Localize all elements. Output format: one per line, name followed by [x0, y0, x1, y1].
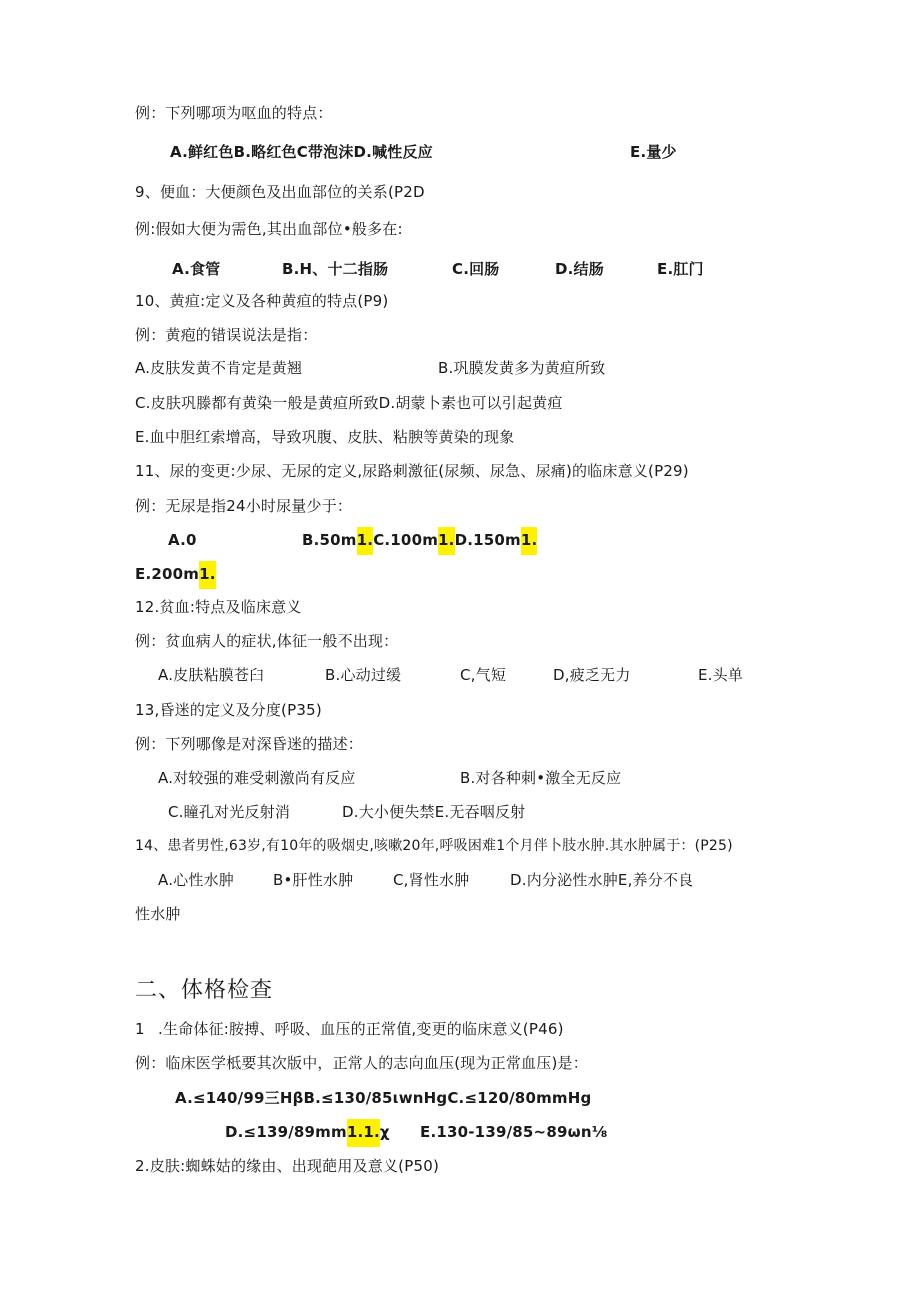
item-1-heading: .生命体征:胺搏、呼吸、血压的正常值,变更的临床意义(P46): [158, 1020, 564, 1038]
option-d: D.结肠: [555, 260, 604, 278]
option-e: E.量少: [630, 143, 677, 161]
options-a-d: A.鲜红色B.略红色C带泡沫D.喊性反应: [170, 143, 433, 161]
option-c: C.回肠: [452, 260, 500, 278]
options-b-d: B.50m1.C.100m1.D.150m1.: [302, 529, 537, 551]
option-e: E.200m1.: [135, 563, 216, 585]
option-e: E.血中胆红索增高，导致巩腹、皮肤、粘腴等黄染的现象: [135, 428, 515, 446]
option-a: A.0: [168, 531, 197, 549]
item-12-heading: 12.贫血:特点及临床意义: [135, 598, 302, 616]
option-d: D,疲乏无力: [553, 666, 631, 684]
options-d-e: D.内分泌性水肿E,养分不良: [510, 871, 694, 889]
example-coma-question: 例：下列哪像是对深昏迷的描述：: [135, 735, 364, 753]
option-a: A.对较强的难受刺激尚有反应: [158, 769, 356, 787]
item-1-number: 1: [135, 1020, 145, 1038]
item-2-heading: 2.皮肤:蜘蛛姑的缘由、出现葩用及意义(P50): [135, 1157, 440, 1175]
option-d: D.≤139/89mm1.1.χ: [225, 1121, 390, 1143]
option-c: C.瞳孔对光反射消: [168, 803, 291, 821]
option-e: E.130-139/85~89ωn⅛: [420, 1123, 608, 1141]
option-a: A.皮肤粘膜苍臼: [158, 666, 265, 684]
options-a-c: A.≤140/99三HβB.≤130/85ιwnHgC.≤120/80mmHg: [175, 1089, 592, 1107]
option-e: E.肛门: [657, 260, 704, 278]
option-b: B.H、十二指肠: [282, 260, 389, 278]
example-blood-pressure-question: 例：临床医学柢要其次版中，正常人的志向血压(现为正常血压)是：: [135, 1054, 588, 1072]
highlight: 1.: [357, 527, 374, 555]
option-b: B•肝性水肿: [273, 871, 354, 889]
option-e-continued: 性水肿: [135, 905, 181, 923]
highlight: 1.: [521, 527, 538, 555]
option-a: A.心性水肿: [158, 871, 234, 889]
example-jaundice-question: 例：黄疱的错误说法是指：: [135, 326, 318, 344]
options-d-e: D.大小便失禁E.无吞咽反射: [342, 803, 526, 821]
example-hematemesis-question: 例：下列哪项为呕血的特点：: [135, 104, 333, 122]
option-c: C,肾性水肿: [393, 871, 470, 889]
item-13-heading: 13,昏迷的定义及分度(P35): [135, 701, 322, 719]
item-11-heading: 11、尿的变更:少尿、无尿的定义,尿路刺激征(尿频、尿急、尿痛)的临床意义(P29): [135, 462, 689, 480]
option-a: A.皮肤发黄不肯定是黄翘: [135, 359, 303, 377]
highlight: 1.: [199, 561, 216, 589]
highlight: 1.1.: [347, 1119, 380, 1147]
option-e: E.头单: [698, 666, 744, 684]
example-anemia-question: 例：贫血病人的症状,体征一般不出现：: [135, 632, 399, 650]
section-heading: 二、体格检查: [135, 978, 274, 1003]
option-b: B.巩膜发黄多为黄疸所致: [438, 359, 606, 377]
item-14-question: 14、患者男性,63岁,有10年的吸烟史,咳嗽20年,呼吸困难1个月伴卜肢水肿.其水肿属于：(P25): [135, 838, 733, 854]
item-10-heading: 10、黄疸:定义及各种黄疸的特点(P9): [135, 292, 389, 310]
item-9-heading: 9、便血：大便颜色及出血部位的关系(P2D: [135, 183, 425, 201]
option-b: B.心动过缓: [325, 666, 402, 684]
option-b: B.对各种刺•激全无反应: [460, 769, 622, 787]
options-c-d: C.皮肤巩滕都有黄染一般是黄疸所致D.胡蒙卜素也可以引起黄疸: [135, 394, 563, 412]
highlight: 1.: [438, 527, 455, 555]
example-stool-question: 例:假如大便为需色,其出血部位•般多在:: [135, 220, 403, 238]
option-a: A.食管: [172, 260, 221, 278]
example-anuria-question: 例：无尿是指24小时尿量少于：: [135, 497, 353, 515]
option-c: C,气短: [460, 666, 507, 684]
